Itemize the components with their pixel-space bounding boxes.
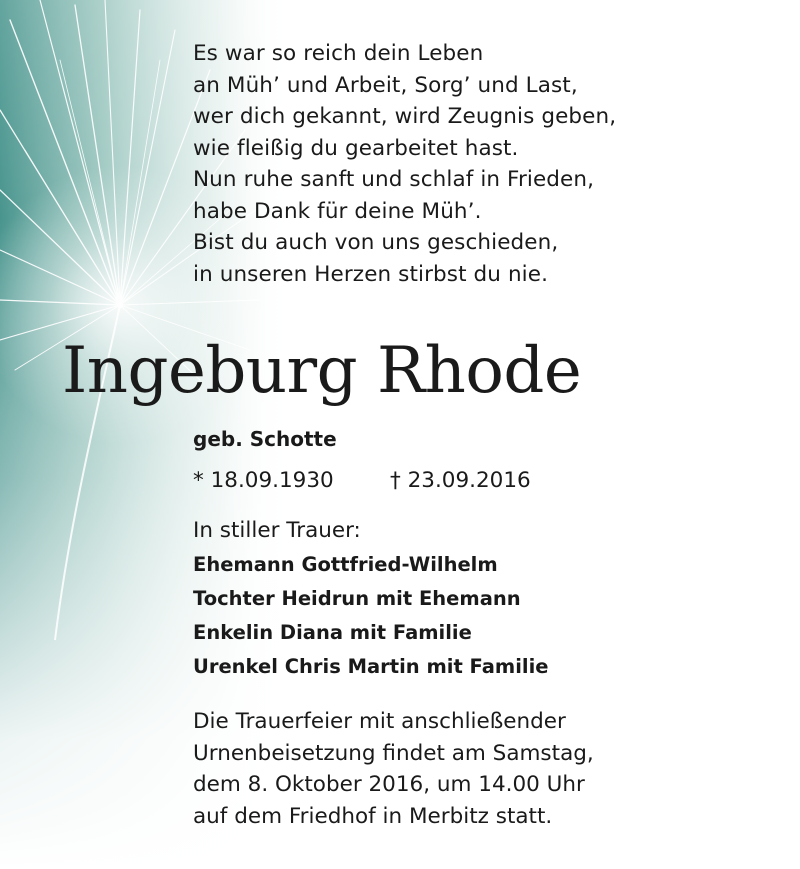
birth-date: * 18.09.1930 [193,468,334,493]
poem-line: wer dich gekannt, wird Zeugnis geben, [193,104,617,129]
funeral-line: auf dem Friedhof in Merbitz statt. [193,803,553,829]
mourning-intro: In stiller Trauer: [193,518,361,543]
poem-line: Nun ruhe sanft und schlaf in Frieden, [193,167,595,192]
poem-line: an Müh’ und Arbeit, Sorg’ und Last, [193,72,578,98]
poem-line: in unseren Herzen stirbst du nie. [193,261,549,287]
mourner-entry: Enkelin Diana mit Familie [193,621,472,644]
funeral-line: dem 8. Oktober 2016, um 14.00 Uhr [193,772,585,797]
funeral-notice [193,706,594,832]
poem-line: Bist du auch von uns geschieden, [193,230,559,255]
poem-line: Es war so reich dein Leben [193,41,484,66]
poem-line: habe Dank für deine Müh’. [193,198,482,224]
mourners-list [193,548,549,684]
funeral-line: Urnenbeisetzung findet am Samstag, [193,740,594,766]
maiden-name: geb. Schotte [193,427,337,451]
poem-line: wie fleißig du gearbeitet hast. [193,135,519,161]
death-date: † 23.09.2016 [390,468,531,493]
funeral-line: Die Trauerfeier mit anschließender [193,709,566,734]
deceased-name: Ingeburg Rhode [62,334,582,408]
mourner-entry: Urenkel Chris Martin mit Familie [193,655,549,678]
mourner-entry: Ehemann Gottfried-Wilhelm [193,553,498,576]
poem-verse [193,38,616,290]
mourner-entry: Tochter Heidrun mit Ehemann [193,587,521,610]
